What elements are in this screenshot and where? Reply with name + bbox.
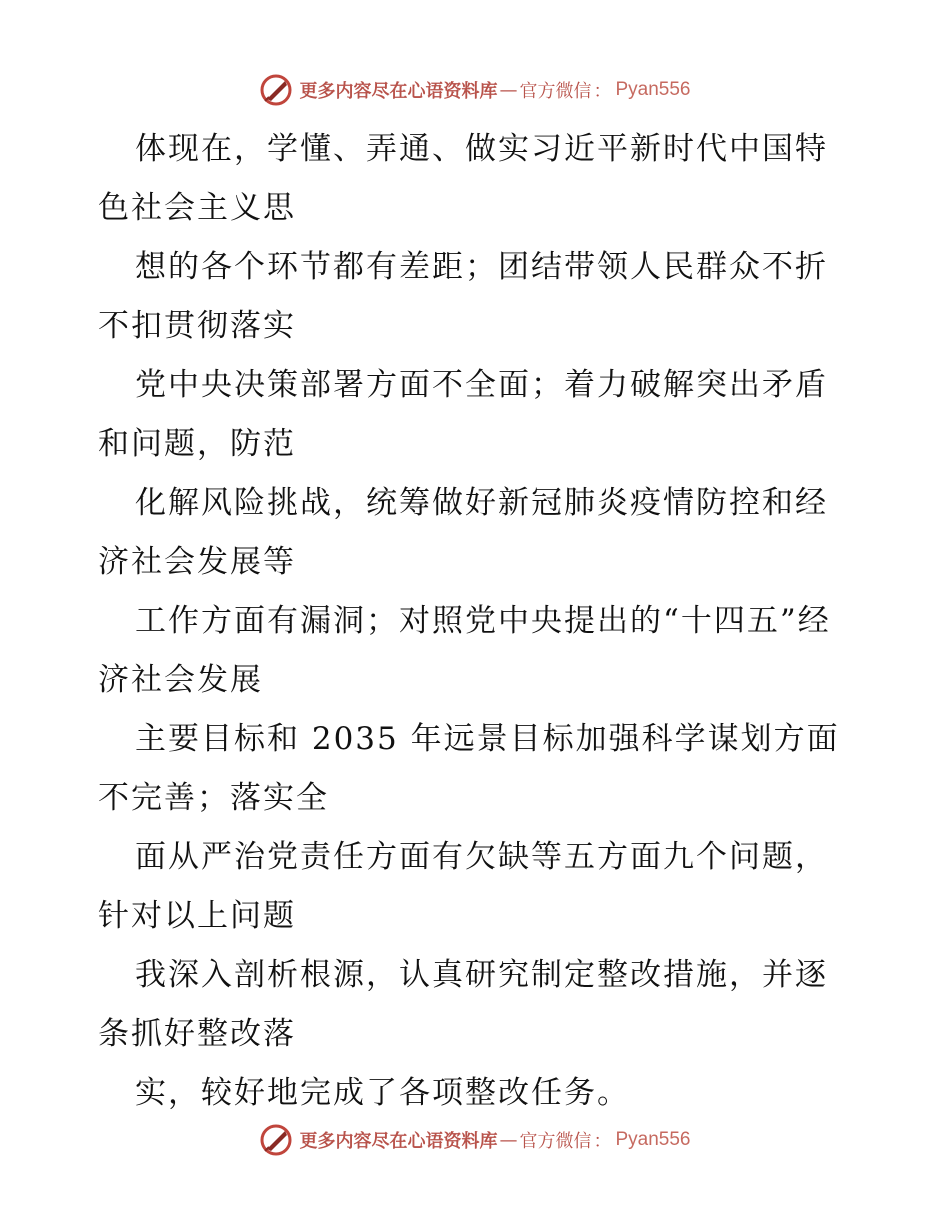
paragraph-1: 体现在，学懂、弄通、做实习近平新时代中国特色社会主义思 [98, 131, 828, 226]
paragraph-2: 想的各个环节都有差距；团结带领人民群众不折不扣贯彻落实 [98, 249, 828, 344]
banner-dash: — [499, 1129, 518, 1151]
paragraph-9: 实，较好地完成了各项整改任务。 [135, 1075, 630, 1111]
paragraph-4: 化解风险挑战，统筹做好新冠肺炎疫情防控和经济社会发展等 [98, 485, 828, 580]
banner-official-label: 官方微信 [519, 81, 592, 102]
banner-wechat-id: Pyan556 [615, 79, 691, 100]
quill-logo-icon [259, 1123, 293, 1157]
paragraph-7: 面从严治党责任方面有欠缺等五方面九个问题，针对以上问题 [98, 839, 828, 934]
document-body [98, 120, 858, 1123]
banner-brand-text: 更多内容尽在心语资料库 [299, 1131, 498, 1152]
banner-brand-text: 更多内容尽在心语资料库 [299, 81, 498, 102]
banner-official-label: 官方微信 [519, 1131, 592, 1152]
footer-watermark-banner [0, 1120, 950, 1160]
banner-wechat-id: Pyan556 [615, 1129, 691, 1150]
banner-colon: ： [593, 1131, 612, 1152]
paragraph-6: 主要目标和 2035 年远景目标加强科学谋划方面不完善；落实全 [98, 721, 840, 816]
banner-dash: — [499, 79, 518, 101]
paragraph-5: 工作方面有漏洞；对照党中央提出的“十四五”经济社会发展 [98, 603, 831, 698]
paragraph-3: 党中央决策部署方面不全面；着力破解突出矛盾和问题，防范 [98, 367, 828, 462]
quill-logo-icon [259, 73, 293, 107]
header-watermark-banner [0, 70, 950, 110]
banner-colon: ： [593, 81, 612, 102]
paragraph-8: 我深入剖析根源，认真研究制定整改措施，并逐条抓好整改落 [98, 957, 828, 1052]
